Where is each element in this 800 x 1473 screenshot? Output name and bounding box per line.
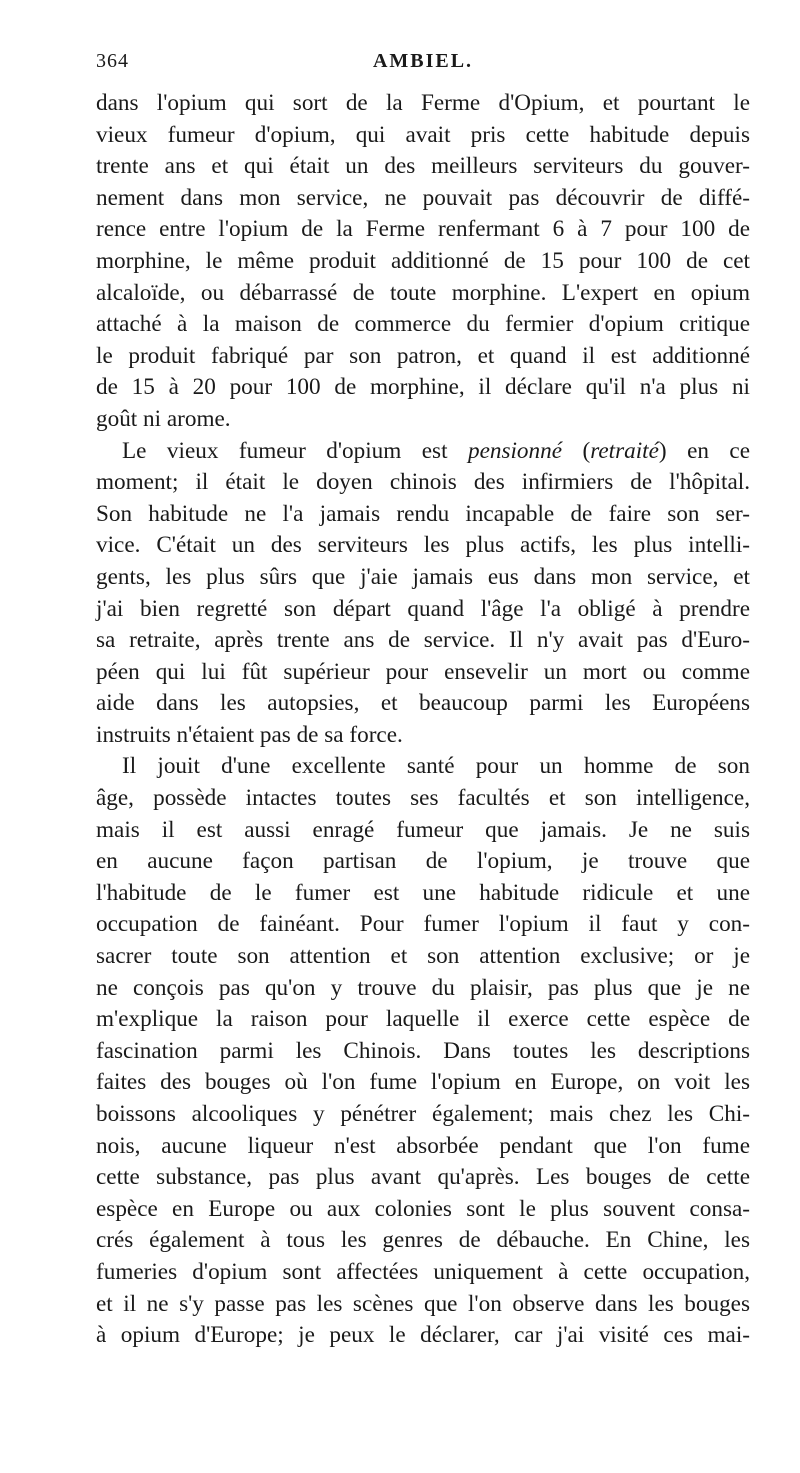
text-line: boissons alcooliques y pénétrer également; mais chez les Chi- [96, 1101, 750, 1127]
text-line: en aucune façon partisan de l'opium, je trouve que [96, 848, 750, 875]
text-line: l'habitude de le fumer est une habitude ridicule et une [96, 879, 750, 906]
text-line: goût ni arome. [96, 405, 231, 432]
text-line: Son habitude ne l'a jamais rendu incapable de faire son ser- [96, 500, 750, 527]
running-title: AMBIEL. [372, 50, 474, 72]
text-line: j'ai bien regretté son départ quand l'âge l'a obligé à prendre [96, 595, 750, 622]
text-line: et il ne s'y passe pas les scènes que l'on observe dans les bouges [96, 1290, 750, 1317]
text-line: nois, aucune liqueur n'est absorbée pendant que l'on fume [96, 1132, 750, 1159]
text-line: gents, les plus sûrs que j'aie jamais eus dans mon service, et [96, 563, 750, 590]
text-line: péen qui lui fût supérieur pour ensevelir un mort ou comme [96, 658, 750, 685]
text-line: vice. C'était un des serviteurs les plus actifs, les plus intelli- [96, 532, 750, 559]
text-line: mais il est aussi enragé fumeur que jamais. Je ne suis [96, 816, 750, 843]
text-line: à opium d'Europe; je peux le déclarer, car j'ai visité ces mai- [96, 1322, 750, 1349]
text-line: âge, possède intactes toutes ses facultés et son intelligence, [96, 785, 750, 812]
text-line: morphine, le même produit additionné de 15 pour 100 de cet [96, 247, 750, 274]
text-line: alcaloïde, ou débarrassé de toute morphine. L'expert en opium [96, 279, 750, 306]
text-line: fascination parmi les Chinois. Dans toutes les descriptions [96, 1037, 750, 1064]
text-line: vieux fumeur d'opium, qui avait pris cette habitude depuis [96, 121, 750, 148]
text-line: sacrer toute son attention et son attention exclusive; or je [96, 943, 750, 970]
italic-word-retraite: retraité [590, 437, 659, 464]
body-text [96, 88, 750, 1352]
line-start: Le vieux fumeur d'opium est [122, 437, 468, 464]
text-line: de 15 à 20 pour 100 de morphine, il déclare qu'il n'a plus ni [96, 374, 750, 401]
italic-word-pensionne: pensionné [467, 437, 563, 464]
text-line: occupation de fainéant. Pour fumer l'opium il faut y con- [96, 911, 750, 938]
text-line: nement dans mon service, ne pouvait pas découvrir de diffé- [96, 184, 750, 211]
text-line: ne conçois pas qu'on y trouve du plaisir, pas plus que je ne [96, 974, 750, 1001]
running-head [96, 50, 750, 80]
text-line: fumeries d'opium sont affectées uniquement à cette occupation, [96, 1258, 750, 1285]
text-line: rence entre l'opium de la Ferme renfermant 6 à 7 pour 100 de [96, 216, 750, 243]
text-line: instruits n'étaient pas de sa force. [96, 721, 403, 748]
text-line: faites des bouges où l'on fume l'opium en Europe, on voit les [96, 1069, 750, 1096]
text-line: trente ans et qui était un des meilleurs serviteurs du gouver- [96, 153, 750, 180]
text-line: attaché à la maison de commerce du fermier d'opium critique [96, 311, 750, 338]
text-line-italic-mix [96, 436, 750, 468]
text-line: moment; il était le doyen chinois des infirmiers de l'hôpital. [96, 469, 750, 496]
text-line: crés également à tous les genres de débauche. En Chine, les [96, 1227, 750, 1254]
paren-open: ( [562, 437, 591, 464]
text-line: Il jouit d'une excellente santé pour un homme de son [122, 753, 750, 780]
text-line: le produit fabriqué par son patron, et quand il est additionné [96, 342, 750, 369]
line-end: ) en ce [658, 437, 750, 464]
text-line: aide dans les autopsies, et beaucoup parmi les Européens [96, 690, 750, 717]
text-line: dans l'opium qui sort de la Ferme d'Opium, et pourtant le [96, 90, 750, 116]
text-line: espèce en Europe ou aux colonies sont le plus souvent consa- [96, 1195, 750, 1222]
text-line: cette substance, pas plus avant qu'après. Les bouges de cette [96, 1164, 750, 1191]
text-line: m'explique la raison pour laquelle il exerce cette espèce de [96, 1006, 750, 1033]
text-line: sa retraite, après trente ans de service. Il n'y avait pas d'Euro- [96, 627, 750, 654]
page-number: 364 [96, 50, 129, 72]
